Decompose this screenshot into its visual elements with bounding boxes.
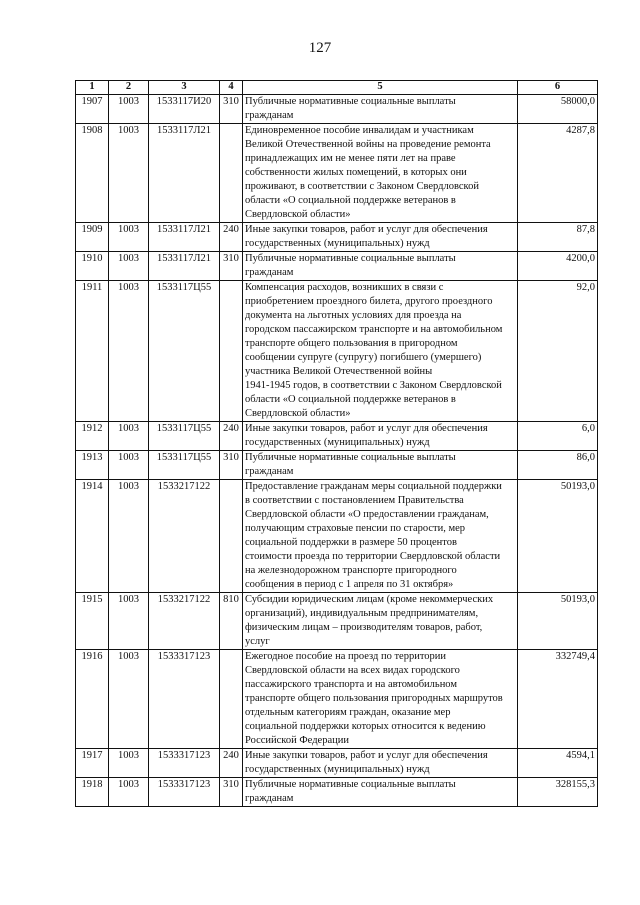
description-line: пассажирского транспорта и на автомобильном — [245, 679, 458, 690]
row-number-cell: 1918 — [76, 778, 109, 807]
amount-cell: 92,0 — [518, 281, 598, 422]
page-number: 127 — [308, 40, 332, 56]
row-number-cell: 1907 — [76, 95, 109, 124]
expense-type-cell: 310 — [220, 252, 243, 281]
column-header-1: 1 — [76, 81, 109, 95]
table-row — [76, 223, 598, 252]
section-code-cell: 1003 — [109, 778, 149, 807]
amount-cell: 6,0 — [518, 422, 598, 451]
description-line: Публичные нормативные социальные выплаты — [245, 253, 456, 264]
description-cell — [243, 451, 518, 480]
description-line: Свердловской области» — [245, 408, 351, 419]
description-line: гражданам — [245, 466, 294, 477]
amount-cell: 50193,0 — [518, 480, 598, 593]
row-number-cell: 1908 — [76, 124, 109, 223]
description-line: транспорте общего пользования в пригородном — [245, 338, 458, 349]
description-line: Свердловской области» — [245, 209, 351, 220]
section-code-cell: 1003 — [109, 252, 149, 281]
section-code-cell: 1003 — [109, 95, 149, 124]
amount-cell: 328155,3 — [518, 778, 598, 807]
description-line: Публичные нормативные социальные выплаты — [245, 452, 456, 463]
expense-type-cell: 310 — [220, 778, 243, 807]
table-body — [76, 95, 598, 807]
description-line: сообщения в период с 1 апреля по 31 октября» — [245, 579, 454, 590]
row-number-cell: 1913 — [76, 451, 109, 480]
description-line: области «О социальной поддержке ветеранов в — [245, 195, 456, 206]
row-number-cell: 1917 — [76, 749, 109, 778]
description-line: Иные закупки товаров, работ и услуг для обеспечения — [245, 423, 488, 434]
description-line: в соответствии с постановлением Правительства — [245, 495, 464, 506]
amount-cell: 4287,8 — [518, 124, 598, 223]
amount-cell: 4594,1 — [518, 749, 598, 778]
expense-type-cell — [220, 281, 243, 422]
description-cell — [243, 281, 518, 422]
description-line: гражданам — [245, 793, 294, 804]
target-code-cell: 1533117Л21 — [149, 252, 220, 281]
target-code-cell: 1533317123 — [149, 778, 220, 807]
description-cell — [243, 252, 518, 281]
description-cell — [243, 749, 518, 778]
description-line: городском пассажирском транспорте и на автомобильном — [245, 324, 503, 335]
description-line: области «О социальной поддержке ветеранов в — [245, 394, 456, 405]
amount-cell: 58000,0 — [518, 95, 598, 124]
description-line: стоимости проезда по территории Свердловской области — [245, 551, 501, 562]
amount-cell: 332749,4 — [518, 650, 598, 749]
description-line: социальной поддержки в размере 50 процентов — [245, 537, 457, 548]
table-row — [76, 778, 598, 807]
table-row — [76, 749, 598, 778]
target-code-cell: 1533317123 — [149, 650, 220, 749]
target-code-cell: 1533217122 — [149, 593, 220, 650]
description-line: отдельным категориям граждан, оказание мер — [245, 707, 451, 718]
target-code-cell: 1533117Ц55 — [149, 422, 220, 451]
description-cell — [243, 480, 518, 593]
description-line: организаций), индивидуальным предпринимателям, — [245, 608, 479, 619]
expense-type-cell: 240 — [220, 749, 243, 778]
target-code-cell: 1533117Ц55 — [149, 451, 220, 480]
section-code-cell: 1003 — [109, 124, 149, 223]
row-number-cell: 1911 — [76, 281, 109, 422]
amount-cell: 50193,0 — [518, 593, 598, 650]
description-line: транспорте общего пользования пригородных маршрутов — [245, 693, 503, 704]
expense-type-cell: 310 — [220, 451, 243, 480]
description-line: собственности жилых помещений, в которых они — [245, 167, 467, 178]
description-cell — [243, 593, 518, 650]
description-cell — [243, 124, 518, 223]
section-code-cell: 1003 — [109, 281, 149, 422]
description-line: на железнодорожном транспорте пригородного — [245, 565, 457, 576]
table-row — [76, 252, 598, 281]
description-line: 1941-1945 годов, в соответствии с Законом Свердловской — [245, 380, 502, 391]
description-line: государственных (муниципальных) нужд — [245, 764, 430, 775]
description-line: гражданам — [245, 267, 294, 278]
expense-type-cell — [220, 124, 243, 223]
description-line: сообщении супруге (супругу) погибшего (умершего) — [245, 352, 482, 363]
target-code-cell: 1533217122 — [149, 480, 220, 593]
description-line: приобретением проездного билета, другого проездного — [245, 296, 493, 307]
table-row — [76, 95, 598, 124]
section-code-cell: 1003 — [109, 749, 149, 778]
expense-type-cell: 240 — [220, 223, 243, 252]
description-line: гражданам — [245, 110, 294, 121]
table-row — [76, 422, 598, 451]
description-line: государственных (муниципальных) нужд — [245, 437, 430, 448]
description-line: Свердловской области на всех видах городского — [245, 665, 460, 676]
description-line: Публичные нормативные социальные выплаты — [245, 779, 456, 790]
row-number-cell: 1915 — [76, 593, 109, 650]
target-code-cell: 1533117И20 — [149, 95, 220, 124]
section-code-cell: 1003 — [109, 650, 149, 749]
description-line: получающим страховые пенсии по старости, мер — [245, 523, 466, 534]
section-code-cell: 1003 — [109, 451, 149, 480]
column-header-3: 3 — [149, 81, 220, 95]
description-line: Великой Отечественной войны на проведение ремонта — [245, 139, 491, 150]
description-line: Иные закупки товаров, работ и услуг для обеспечения — [245, 224, 488, 235]
description-cell — [243, 778, 518, 807]
row-number-cell: 1910 — [76, 252, 109, 281]
column-header-4: 4 — [220, 81, 243, 95]
header-row — [76, 81, 598, 95]
description-line: Предоставление гражданам меры социальной поддержки — [245, 481, 502, 492]
column-header-2: 2 — [109, 81, 149, 95]
amount-cell: 87,8 — [518, 223, 598, 252]
description-line: Субсидии юридическим лицам (кроме некоммерческих — [245, 594, 494, 605]
column-header-6: 6 — [518, 81, 598, 95]
budget-table — [75, 80, 598, 807]
section-code-cell: 1003 — [109, 223, 149, 252]
amount-cell: 86,0 — [518, 451, 598, 480]
description-line: Свердловской области «О предоставлении гражданам, — [245, 509, 489, 520]
expense-type-cell: 240 — [220, 422, 243, 451]
section-code-cell: 1003 — [109, 480, 149, 593]
description-line: Компенсация расходов, возникших в связи с — [245, 282, 444, 293]
expense-type-cell — [220, 480, 243, 593]
description-line: услуг — [245, 636, 270, 647]
description-line: документа на льготных условиях для проезда на — [245, 310, 462, 321]
description-line: принадлежащих им не менее пяти лет на праве — [245, 153, 456, 164]
row-number-cell: 1909 — [76, 223, 109, 252]
description-cell — [243, 422, 518, 451]
description-line: Российской Федерации — [245, 735, 349, 746]
table-row — [76, 451, 598, 480]
target-code-cell: 1533117Л21 — [149, 223, 220, 252]
description-cell — [243, 95, 518, 124]
description-line: государственных (муниципальных) нужд — [245, 238, 430, 249]
expense-type-cell — [220, 650, 243, 749]
row-number-cell: 1912 — [76, 422, 109, 451]
table-row — [76, 650, 598, 749]
section-code-cell: 1003 — [109, 422, 149, 451]
table-row — [76, 124, 598, 223]
target-code-cell: 1533317123 — [149, 749, 220, 778]
description-line: социальной поддержки которых относится к ведению — [245, 721, 486, 732]
description-line: Единовременное пособие инвалидам и участникам — [245, 125, 474, 136]
amount-cell: 4200,0 — [518, 252, 598, 281]
description-line: Иные закупки товаров, работ и услуг для обеспечения — [245, 750, 488, 761]
row-number-cell: 1914 — [76, 480, 109, 593]
table-row — [76, 593, 598, 650]
description-cell — [243, 223, 518, 252]
table-row — [76, 281, 598, 422]
column-header-5: 5 — [243, 81, 518, 95]
section-code-cell: 1003 — [109, 593, 149, 650]
target-code-cell: 1533117Л21 — [149, 124, 220, 223]
target-code-cell: 1533117Ц55 — [149, 281, 220, 422]
description-line: Публичные нормативные социальные выплаты — [245, 96, 456, 107]
description-line: проживают, в соответствии с Законом Свердловской — [245, 181, 479, 192]
description-line: Ежегодное пособие на проезд по территории — [245, 651, 447, 662]
row-number-cell: 1916 — [76, 650, 109, 749]
description-line: участника Великой Отечественной войны — [245, 366, 433, 377]
table-row — [76, 480, 598, 593]
description-cell — [243, 650, 518, 749]
expense-type-cell: 810 — [220, 593, 243, 650]
expense-type-cell: 310 — [220, 95, 243, 124]
description-line: физическим лицам – производителям товаров, работ, — [245, 622, 483, 633]
